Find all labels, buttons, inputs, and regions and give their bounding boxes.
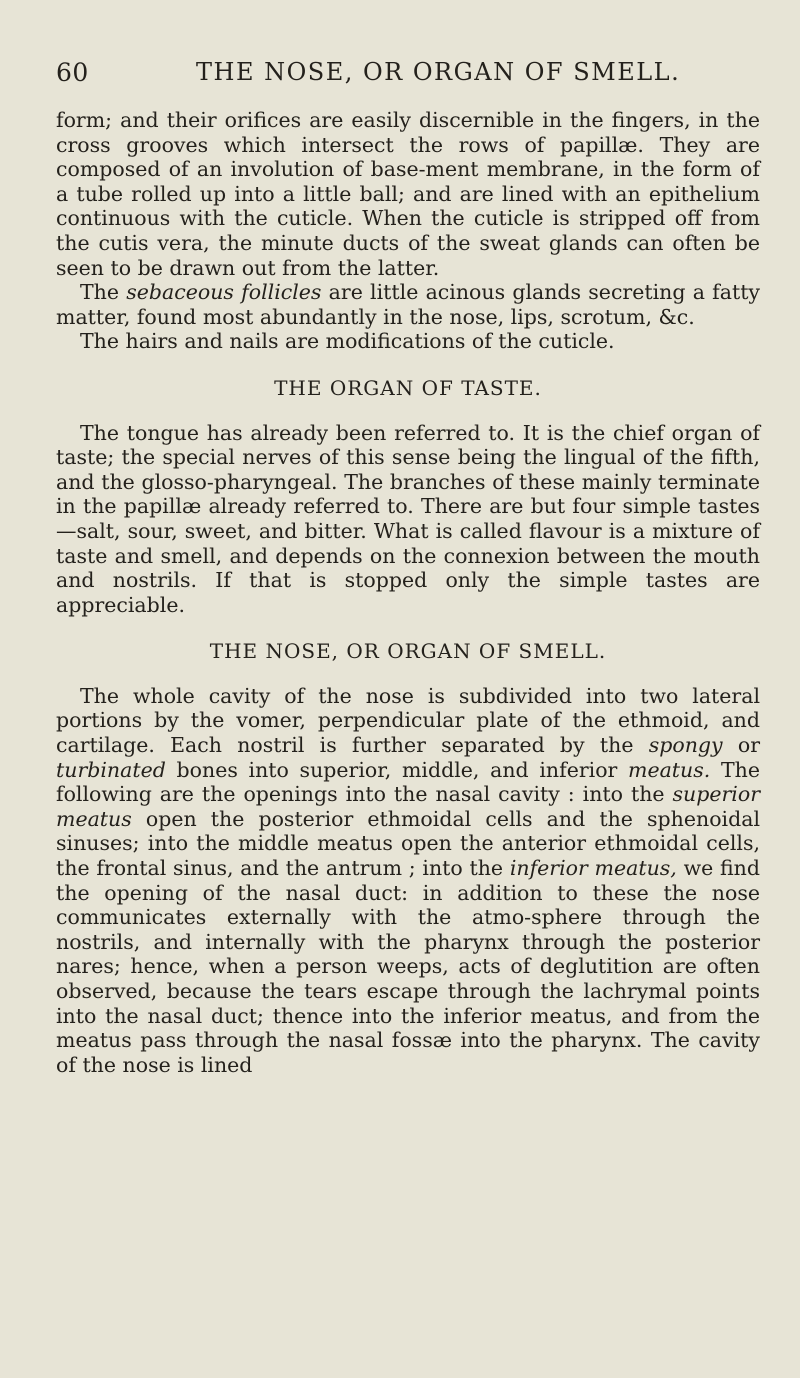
paragraph-taste: The tongue has already been referred to. It is the chief organ of taste; the special nerves of this sense being the lingual of the fifth, and the glosso-pharyngeal. The branches of these mainly terminate in the papillæ already referred to. There are but four simple tastes—salt, sour, sweet, and bitter. What is called flavour is a mixture of taste and smell, and depends on the connexion between the mouth and nostrils. If that is stopped only the simple tastes are appreciable. (56, 420, 760, 617)
paragraph-sebaceous-follicles (56, 280, 760, 329)
italic-term-meatus: meatus. (628, 757, 711, 782)
paragraph-text: The following are the openings into the nasal cavity : into the (56, 757, 760, 807)
paragraph-text: or (722, 733, 760, 758)
italic-term-spongy: spongy (648, 733, 723, 758)
paragraph-text: bones into superior, middle, and inferior (165, 757, 629, 782)
italic-term-sebaceous-follicles: sebaceous follicles (126, 280, 322, 305)
paragraph-text: are little acinous glands secreting a fatty matter, found most abundantly in the nose, lips, scrotum, &c. (56, 280, 761, 329)
paragraph-text: we find the opening of the nasal duct: in addition to these the nose communicates externally with the atmo-sphere through the nostrils, and internally with the pharynx through the posterior nares; hence, when a person weeps, acts of deglutition are often observed, because the tears escape through the lachrymal points into the nasal duct; thence into the inferior meatus, and from the meatus pass through the nasal fossæ into the pharynx. The cavity of the nose is lined (56, 856, 761, 1077)
paragraph-text: The whole cavity of the nose is subdivided into two lateral portions by the vomer, perpendicular plate of the ethmoid, and cartilage. Each nostril is further separated by the (56, 683, 760, 758)
running-head (56, 58, 756, 88)
section-heading-smell: THE NOSE, OR ORGAN OF SMELL. (209, 639, 607, 664)
page-number: 60 (56, 58, 89, 87)
paragraph-text: The (80, 280, 127, 305)
body-text (56, 108, 760, 1077)
section-heading-taste: THE ORGAN OF TASTE. (274, 375, 542, 400)
italic-term-inferior-meatus: inferior meatus, (509, 856, 677, 881)
paragraph-text: open the posterior ethmoidal cells and the sphenoidal sinuses; into the middle meatus open the anterior ethmoidal cells, the frontal sinus, and the antrum ; into the (56, 806, 760, 881)
paragraph-smell (56, 684, 760, 1078)
italic-term-superior-meatus: superior meatus (56, 782, 760, 831)
paragraph-sweat-glands: form; and their orifices are easily discernible in the fingers, in the cross grooves which intersect the rows of papillæ. They are composed of an involution of base-ment membrane, in the form of a tube rolled up into a little ball; and are lined with an epithelium continuous with the cuticle. When the cuticle is stripped off from the cutis vera, the minute ducts of the sweat glands can often be seen to be drawn out from the latter. (56, 108, 760, 280)
paragraph-hairs-nails: The hairs and nails are modifications of the cuticle. (80, 329, 615, 354)
running-title: THE NOSE, OR ORGAN OF SMELL. (196, 58, 681, 86)
italic-term-turbinated: turbinated (56, 757, 166, 782)
